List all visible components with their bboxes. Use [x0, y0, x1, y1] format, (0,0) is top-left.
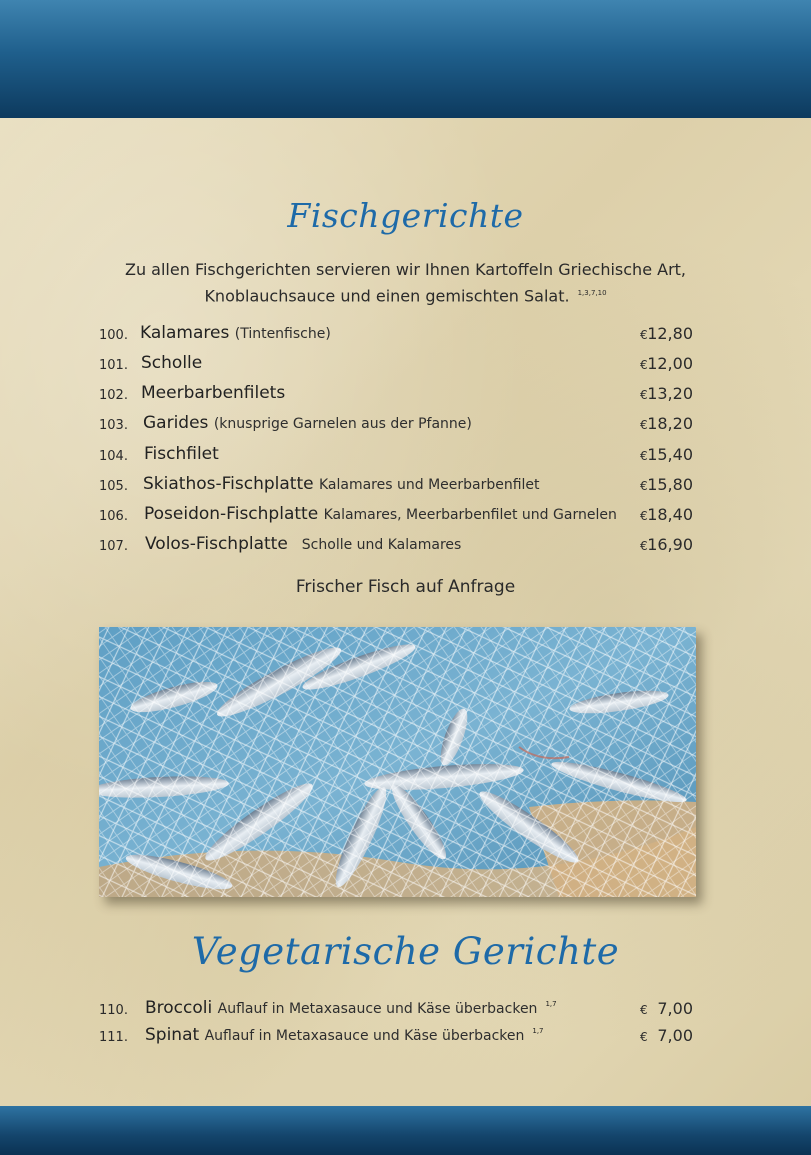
menu-item: [0, 413, 811, 441]
menu-item: [0, 444, 811, 472]
item-name-text: Skiathos-Fischplatte: [143, 474, 314, 494]
item-price: 12,00: [647, 354, 693, 373]
item-number: 104.: [99, 449, 128, 464]
item-price: 16,90: [647, 535, 693, 554]
item-number: 100.: [99, 328, 128, 343]
item-name: [141, 353, 202, 373]
fish-intro-allergen-note: 1,3,7,10: [577, 289, 607, 297]
currency-symbol: €: [640, 328, 648, 342]
item-description: Auflauf in Metaxasauce und Käse überbacken: [204, 1028, 525, 1044]
fish-section-title: Fischgerichte: [287, 196, 524, 235]
item-name: [143, 474, 540, 494]
item-name-text: Spinat: [145, 1025, 200, 1045]
item-number: 101.: [99, 358, 128, 373]
item-description: (knusprige Garnelen aus der Pfanne): [213, 416, 472, 432]
item-number: 107.: [99, 539, 128, 554]
item-price: 18,40: [647, 505, 693, 524]
currency-symbol: €: [640, 388, 648, 402]
item-allergen: 1,7: [545, 1000, 557, 1009]
fish-intro-line2-text: Knoblauchsauce und einen gemischten Salat.: [204, 286, 570, 306]
item-price: 13,20: [647, 384, 693, 403]
currency-symbol: €: [640, 1003, 648, 1017]
item-name-text: Meerbarbenfilets: [141, 383, 286, 403]
item-description: Auflauf in Metaxasauce und Käse überbacken: [217, 1001, 538, 1017]
item-name: [145, 534, 461, 554]
item-number: 106.: [99, 509, 128, 524]
bottom-banner: [0, 1106, 811, 1155]
fish-intro-line1: Zu allen Fischgerichten servieren wir Ihnen Kartoffeln Griechische Art,: [124, 260, 687, 279]
item-allergen: 1,7: [532, 1027, 544, 1036]
fish-net-photo: [99, 627, 696, 897]
menu-item: [0, 1025, 811, 1053]
menu-item: [0, 383, 811, 411]
item-name-text: Broccoli: [145, 998, 213, 1018]
currency-symbol: €: [640, 1030, 648, 1044]
item-description: (Tintenfische): [234, 326, 331, 342]
fish-intro-line2: [0, 281, 811, 308]
item-description: Kalamares und Meerbarbenfilet: [318, 477, 540, 493]
item-number: 102.: [99, 388, 128, 403]
item-name-text: Poseidon-Fischplatte: [144, 504, 319, 524]
item-price: 15,40: [647, 445, 693, 464]
menu-item: [0, 474, 811, 502]
item-name: [140, 323, 331, 343]
item-name: [144, 444, 219, 464]
item-number: 111.: [99, 1030, 128, 1045]
item-name: [144, 504, 617, 524]
item-price: 18,20: [647, 414, 693, 433]
currency-symbol: €: [640, 449, 648, 463]
currency-symbol: €: [640, 509, 648, 523]
menu-item: [0, 323, 811, 351]
menu-item: [0, 353, 811, 381]
item-name: [143, 413, 472, 433]
fresh-fish-note: Frischer Fisch auf Anfrage: [295, 577, 516, 597]
currency-symbol: €: [640, 539, 648, 553]
item-price: 7,00: [657, 1026, 693, 1045]
item-name: [141, 383, 285, 403]
item-description: Scholle und Kalamares: [301, 537, 462, 553]
item-number: 103.: [99, 418, 128, 433]
item-price: 7,00: [657, 999, 693, 1018]
veg-section-title: Vegetarische Gerichte: [191, 930, 620, 973]
menu-item: [0, 534, 811, 562]
currency-symbol: €: [640, 418, 648, 432]
item-description: Kalamares, Meerbarbenfilet und Garnelen: [323, 507, 617, 523]
menu-item: [0, 998, 811, 1026]
item-name: [145, 998, 557, 1018]
currency-symbol: €: [640, 479, 648, 493]
top-banner: [0, 0, 811, 118]
item-name-text: Scholle: [141, 353, 203, 373]
item-name-text: Garides: [143, 413, 209, 433]
item-name-text: Kalamares: [140, 323, 230, 343]
menu-item: [0, 504, 811, 532]
item-number: 110.: [99, 1003, 128, 1018]
item-price: 15,80: [647, 475, 693, 494]
item-name: [145, 1025, 544, 1045]
item-name-text: Fischfilet: [144, 444, 219, 464]
item-name-text: Volos-Fischplatte: [145, 534, 288, 554]
item-price: 12,80: [647, 324, 693, 343]
currency-symbol: €: [640, 358, 648, 372]
item-number: 105.: [99, 479, 128, 494]
